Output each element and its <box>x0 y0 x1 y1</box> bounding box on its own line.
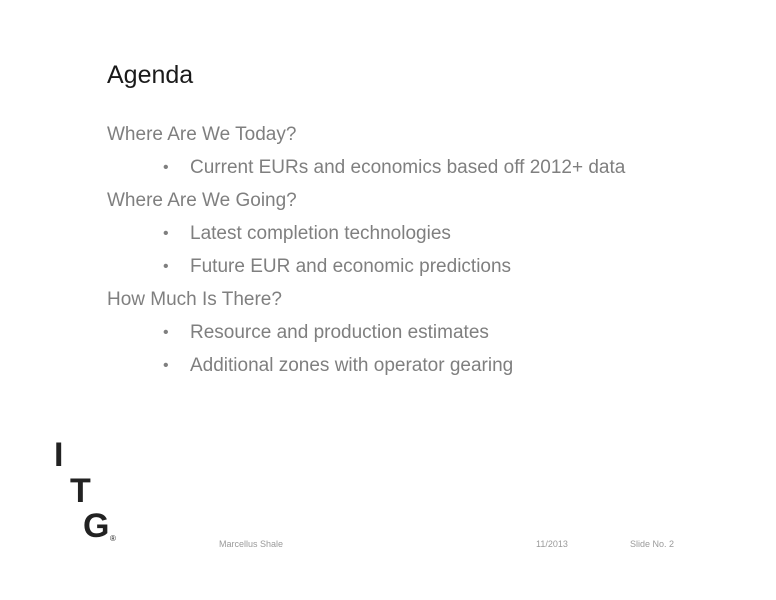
section-heading: Where Are We Today? <box>107 124 297 145</box>
bullet-icon: • <box>163 324 169 341</box>
logo-letter-g: G <box>83 507 110 545</box>
list-item <box>107 349 747 382</box>
list-item <box>107 151 747 184</box>
section-heading: How Much Is There? <box>107 289 282 310</box>
list-item-text: Future EUR and economic predictions <box>190 256 512 277</box>
footer-project: Marcellus Shale <box>219 539 284 549</box>
list-item-text: Current EURs and economics based off 2012+ data <box>190 157 626 178</box>
registered-mark-icon: ® <box>110 534 116 543</box>
footer-date: 11/2013 <box>536 539 568 549</box>
footer-slide-number: Slide No. 2 <box>630 539 675 549</box>
slide-title: Agenda <box>107 61 194 89</box>
list-item-text: Additional zones with operator gearing <box>190 355 514 376</box>
list-item-text: Resource and production estimates <box>190 322 489 343</box>
bullet-icon: • <box>163 357 169 374</box>
bullet-icon: • <box>163 258 169 275</box>
logo-letter-i: I <box>54 436 64 474</box>
list-item <box>107 217 747 250</box>
itg-logo <box>54 438 124 548</box>
agenda-list <box>107 118 747 382</box>
bullet-icon: • <box>163 159 169 176</box>
list-item <box>107 250 747 283</box>
section-heading: Where Are We Going? <box>107 190 297 211</box>
list-item-text: Latest completion technologies <box>190 223 451 244</box>
bullet-icon: • <box>163 225 169 242</box>
list-item <box>107 316 747 349</box>
logo-letter-t: T <box>70 472 91 510</box>
